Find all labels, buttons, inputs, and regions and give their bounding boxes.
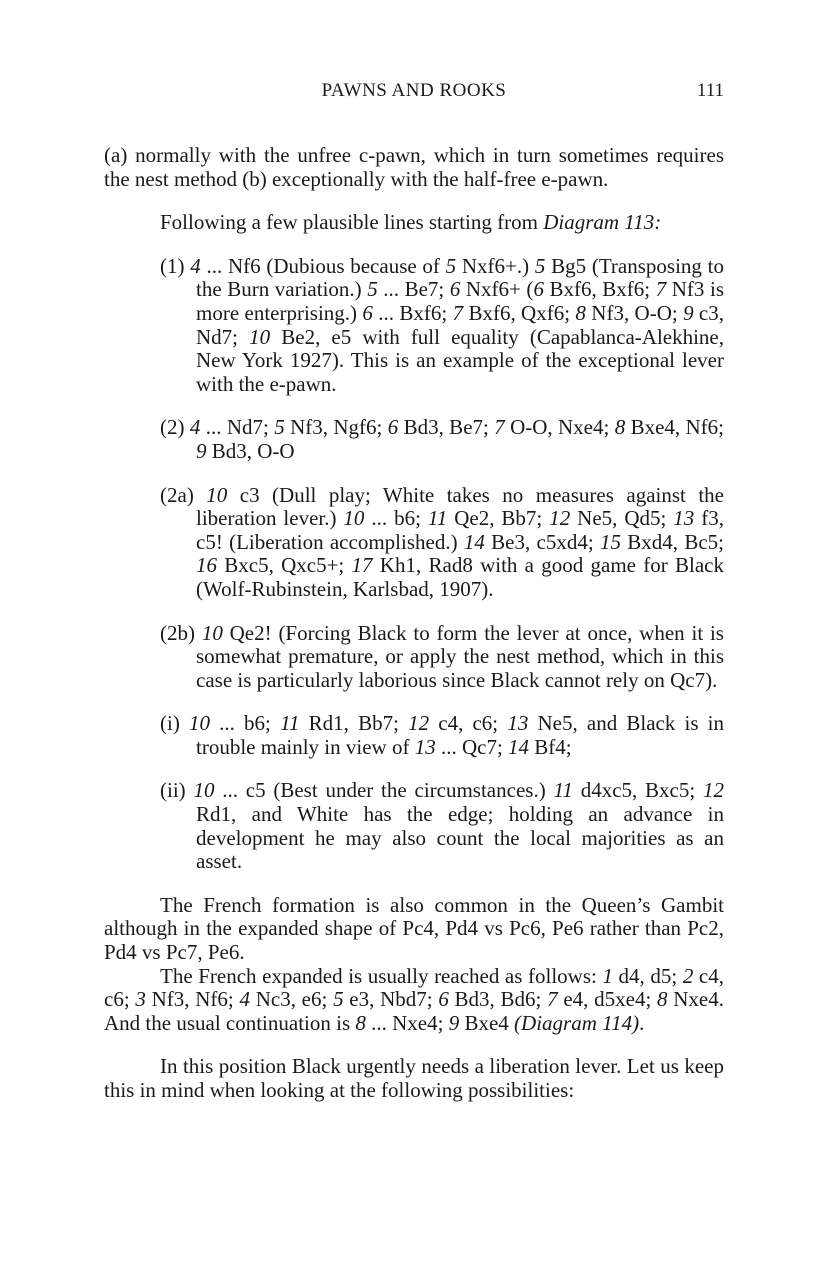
paragraph-french-formation: The French formation is also common in the Queen’s Gambit although in the expanded shape of Pc4, Pd4 vs Pc6, Pe6 rather than Pc2, Pd4 vs Pc7, Pe6. bbox=[104, 892, 724, 965]
page-header bbox=[104, 80, 724, 108]
variation-2b: (2b) 10 Qe2! (Forcing Black to form the lever at once, when it is somewhat premature, or apply the nest method, which in this case is particularly laborious since Black cannot rely on Qc7). bbox=[160, 620, 724, 692]
variation-2: (2) 4 ... Nd7; 5 Nf3, Ngf6; 6 Bd3, Be7; 7 O-O, Nxe4; 8 Bxe4, Nf6; 9 Bd3, O-O bbox=[160, 415, 724, 463]
variation-ii: (ii) 10 ... c5 (Best under the circumstances.) 11 d4xc5, Bxc5; 12 Rd1, and White has the edge; holding an advance in development he may also count the local majorities as an asset. bbox=[160, 778, 724, 874]
paragraph-liberation-lever: In this position Black urgently needs a liberation lever. Let us keep this in mind when looking at the following possibilities: bbox=[104, 1054, 724, 1102]
page-body bbox=[104, 144, 724, 1103]
paragraph-plausible-lines: Following a few plausible lines starting from Diagram 113: bbox=[160, 210, 662, 235]
diagram-reference: Diagram 113: bbox=[543, 210, 662, 235]
running-head: PAWNS AND ROOKS bbox=[321, 80, 507, 101]
diagram-reference: (Diagram 114) bbox=[514, 1010, 640, 1035]
page-number: 111 bbox=[696, 80, 724, 101]
variation-1: (1) 4 ... Nf6 (Dubious because of 5 Nxf6+.) 5 Bg5 (Transposing to the Burn variation.) 5 ... Be7; 6 Nxf6+ (6 Bxf6, Bxf6; 7 Nf3 is more enterprising.) 6 ... Bxf6; 7 Bxf6, Qxf6; 8 Nf3, O-O; 9 c3, Nd7; 10 Be2, e5 with full equality (Capablanca-Alekhine, New York 1927). This is an example of the exceptional lever with the e-pawn. bbox=[160, 253, 725, 396]
paragraph-levers: (a) normally with the unfree c-pawn, which in turn sometimes requires the nest method (b) exceptionally with the half-free e-pawn. bbox=[104, 143, 724, 191]
variation-i: (i) 10 ... b6; 11 Rd1, Bb7; 12 c4, c6; 13 Ne5, and Black is in trouble mainly in view of 13 ... Qc7; 14 Bf4; bbox=[160, 711, 724, 759]
variation-2a: (2a) 10 c3 (Dull play; White takes no measures against the liberation lever.) 10 ... b6; 11 Qe2, Bb7; 12 Ne5, Qd5; 13 f3, c5! (Liberation accomplished.) 14 Be3, c5xd4; 15 Bxd4, Bc5; 16 Bxc5, Qxc5+; 17 Kh1, Rad8 with a good game for Black (Wolf-Rubinstein, Karlsbad, 1907). bbox=[160, 482, 725, 601]
paragraph-french-expanded: The French expanded is usually reached as follows: 1 d4, d5; 2 c4, c6; 3 Nf3, Nf6; 4 Nc3, e6; 5 e3, Nbd7; 6 Bd3, Bd6; 7 e4, d5xe4; 8 Nxe4. And the usual continuation is 8 ... Nxe4; 9 Bxe4 (Diagram 114). bbox=[104, 963, 724, 1035]
